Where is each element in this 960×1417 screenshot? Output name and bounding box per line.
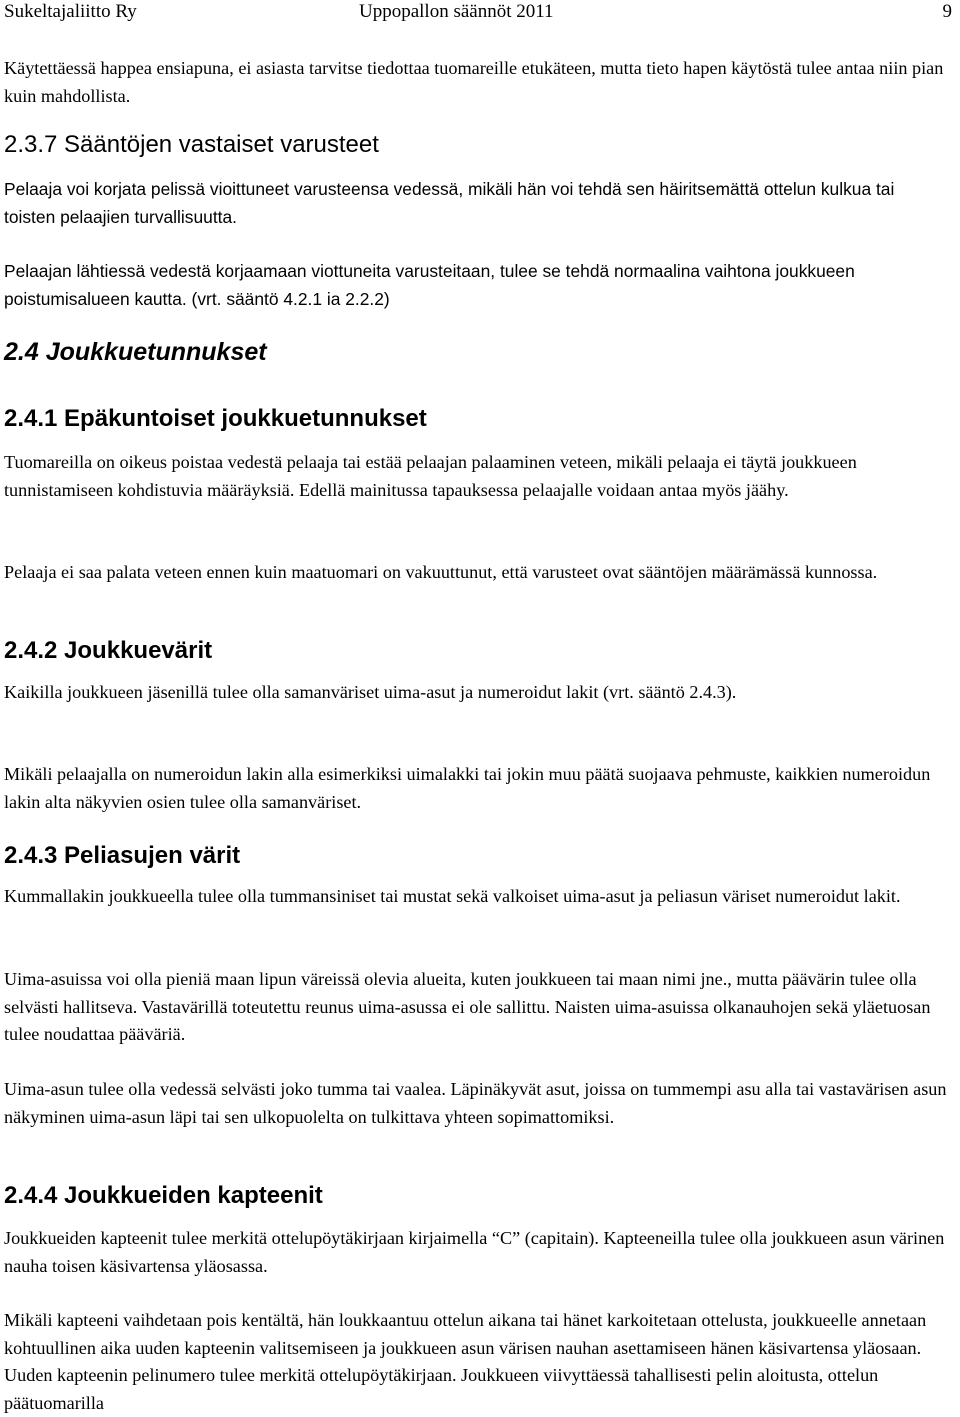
heading-2-3-7: 2.3.7 Sääntöjen vastaiset varusteet	[4, 131, 379, 158]
paragraph-2-3-7-1: Pelaaja voi korjata pelissä vioittuneet varusteensa vedessä, mikäli hän voi tehdä sen häiritsemättä ottelun kulkua tai toisten pelaajien turvallisuutta.	[4, 179, 895, 227]
header-organization: Sukeltajaliitto Ry	[4, 1, 137, 22]
intro-paragraph: Käytettäessä happea ensiapuna, ei asiasta tarvitse tiedottaa tuomareille etukäteen, mutta tieto hapen käytöstä tulee antaa niin pian kuin mahdollista.	[4, 58, 944, 106]
heading-2-4-2: 2.4.2 Joukkuevärit	[4, 637, 213, 664]
paragraph-2-3-7-2: Pelaajan lähtiessä vedestä korjaamaan viottuneita varusteitaan, tulee se tehdä normaalina vaihtona joukkueen poistumisalueen kautta. (vrt. sääntö 4.2.1 ia 2.2.2)	[4, 261, 855, 309]
paragraph-2-4-1-1: Tuomareilla on oikeus poistaa vedestä pelaaja tai estää pelaajan palaaminen veteen, mikäli pelaaja ei täytä joukkueen tunnistamiseen kohdistuvia määräyksiä. Edellä mainitussa tapauksessa pelaajalle voidaan antaa myös jäähy.	[4, 452, 857, 500]
header-document-title: Uppopallon säännöt 2011	[359, 1, 554, 22]
paragraph-2-4-3-2: Uima-asuissa voi olla pieniä maan lipun väreissä olevia alueita, kuten joukkueen tai maan nimi jne., mutta päävärin tulee olla selvästi hallitseva. Vastavärillä toteutettu reunus uima-asussa ei ole sallittu. Naisten uima-asuissa olkanauhojen sekä yläetuosan tulee noudattaa pääväriä.	[4, 969, 931, 1044]
paragraph-2-4-4-2: Mikäli kapteeni vaihdetaan pois kentältä, hän loukkaantuu ottelun aikana tai hänet karkoitetaan ottelusta, joukkueelle annetaan kohtuullinen aika uuden kapteenin valitsemiseen ja joukkueen asun värisen nauhan asettamiseen hänen käsivartensa yläosaan. Uuden kapteenin pelinumero tulee merkitä ottelupöytäkirjaan. Joukkueen viivyttäessä tahallisesti pelin aloitusta, ottelun päätuomarilla	[4, 1310, 927, 1413]
paragraph-2-4-2-1: Kaikilla joukkueen jäsenillä tulee olla samanväriset uima-asut ja numeroidut lakit (vrt. sääntö 2.4.3).	[4, 682, 737, 702]
paragraph-2-4-2-2: Mikäli pelaajalla on numeroidun lakin alla esimerkiksi uimalakki tai jokin muu päätä suojaava pehmuste, kaikkien numeroidun lakin alta näkyvien osien tulee olla samanväriset.	[4, 764, 931, 812]
paragraph-2-4-3-1: Kummallakin joukkueella tulee olla tummansiniset tai mustat sekä valkoiset uima-asut ja peliasun väriset numeroidut lakit.	[4, 886, 901, 906]
heading-2-4-4: 2.4.4 Joukkueiden kapteenit	[4, 1182, 323, 1209]
header-page-number: 9	[942, 1, 952, 22]
heading-2-4-1: 2.4.1 Epäkuntoiset joukkuetunnukset	[4, 405, 427, 432]
paragraph-2-4-3-3: Uima-asun tulee olla vedessä selvästi joko tumma tai vaalea. Läpinäkyvät asut, joissa on tummempi asu alla tai vastavärisen asun näkyminen uima-asun läpi tai sen ulkopuolelta on tulkittava yhteen sopimattomiksi.	[4, 1079, 947, 1127]
paragraph-2-4-4-1: Joukkueiden kapteenit tulee merkitä ottelupöytäkirjaan kirjaimella “C” (capitain). Kapteeneilla tulee olla joukkueen asun värinen nauha toisen käsivartensa yläosassa.	[4, 1228, 945, 1276]
paragraph-2-4-1-2: Pelaaja ei saa palata veteen ennen kuin maatuomari on vakuuttunut, että varusteet ovat sääntöjen määrämässä kunnossa.	[4, 562, 878, 582]
heading-2-4-3: 2.4.3 Peliasujen värit	[4, 842, 241, 869]
page-header	[4, 0, 952, 26]
heading-2-4: 2.4 Joukkuetunnukset	[4, 338, 267, 366]
